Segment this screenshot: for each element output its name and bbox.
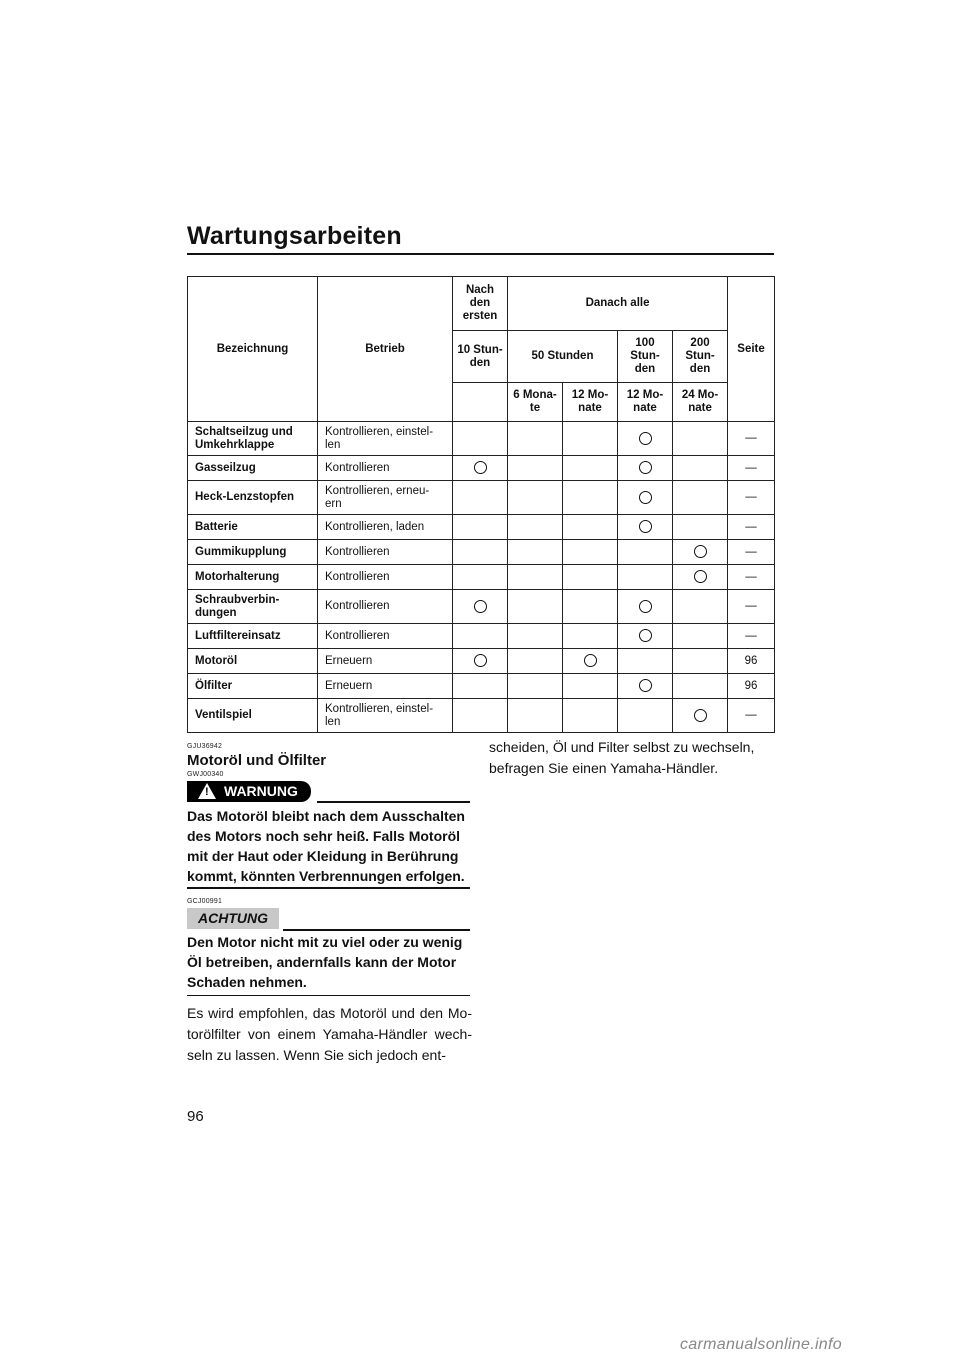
- row-name: Ventilspiel: [188, 699, 318, 733]
- row-page: —: [728, 540, 775, 565]
- header-name: Bezeichnung: [188, 277, 318, 422]
- row-operation: Kontrollieren, einstel- len: [318, 422, 453, 456]
- row-name: Motorhalterung: [188, 565, 318, 590]
- table-row: [188, 481, 775, 515]
- page-title: Wartungsarbeiten: [187, 222, 402, 250]
- header-50h: 50 Stunden: [508, 331, 618, 383]
- table-row: [188, 540, 775, 565]
- body-text-right: scheiden, Öl und Filter selbst zu wechseln, befragen Sie einen Yamaha-Händler.: [489, 739, 755, 776]
- row-name: Heck-Lenzstopfen: [188, 481, 318, 515]
- section-code: GJU36942: [187, 743, 223, 750]
- header-every: Danach alle: [508, 277, 728, 331]
- caution-code: GCJ00991: [187, 898, 223, 905]
- table-row: [188, 565, 775, 590]
- row-operation: Kontrollieren, erneu- ern: [318, 481, 453, 515]
- row-operation: Kontrollieren: [318, 456, 453, 481]
- circle-mark-icon: [474, 461, 487, 474]
- header-12m-b: 12 Mo- nate: [618, 383, 673, 422]
- section-title: Motoröl und Ölfilter: [187, 752, 327, 769]
- table-row: [188, 674, 775, 699]
- row-page: 96: [728, 649, 775, 674]
- maintenance-table: [187, 276, 775, 733]
- row-operation: Kontrollieren: [318, 540, 453, 565]
- warning-rule: [317, 801, 470, 803]
- header-page: Seite: [728, 277, 775, 422]
- row-operation: Kontrollieren: [318, 624, 453, 649]
- caution-text: Den Motor nicht mit zu viel oder zu wenig Öl betreiben, andernfalls kann der Motor Schaden nehmen.: [187, 934, 463, 990]
- circle-mark-icon: [639, 600, 652, 613]
- header-100h: 100 Stun- den: [618, 331, 673, 383]
- circle-mark-icon: [474, 600, 487, 613]
- exclamation-icon: !: [205, 786, 209, 798]
- header-10h: 10 Stun- den: [453, 331, 508, 383]
- row-name: Schaltseilzug und Umkehrklappe: [188, 422, 318, 456]
- row-page: —: [728, 515, 775, 540]
- row-name: Gasseilzug: [188, 456, 318, 481]
- header-200h: 200 Stun- den: [673, 331, 728, 383]
- table-row: [188, 624, 775, 649]
- header-initial: Nach den ersten: [453, 277, 508, 331]
- circle-mark-icon: [639, 520, 652, 533]
- row-operation: Erneuern: [318, 674, 453, 699]
- row-name: Schraubverbin- dungen: [188, 590, 318, 624]
- row-page: —: [728, 481, 775, 515]
- warning-badge: [187, 781, 311, 802]
- warning-text: Das Motoröl bleibt nach dem Ausschalten des Motors noch sehr heiß. Falls Motoröl mit der Haut oder Kleidung in Berührung kommt, könnten Verbrennungen erfolgen.: [187, 808, 465, 884]
- row-operation: Erneuern: [318, 649, 453, 674]
- row-page: —: [728, 565, 775, 590]
- caution-badge: ACHTUNG: [187, 908, 279, 929]
- row-page: 96: [728, 674, 775, 699]
- row-name: Motoröl: [188, 649, 318, 674]
- row-page: —: [728, 590, 775, 624]
- table-row: [188, 456, 775, 481]
- row-operation: Kontrollieren: [318, 590, 453, 624]
- circle-mark-icon: [639, 432, 652, 445]
- row-operation: Kontrollieren, laden: [318, 515, 453, 540]
- circle-mark-icon: [639, 461, 652, 474]
- warning-label: WARNUNG: [224, 783, 298, 799]
- page-number: 96: [187, 1108, 204, 1125]
- table-row: [188, 649, 775, 674]
- row-name: Luftfiltereinsatz: [188, 624, 318, 649]
- caution-rule: [283, 929, 470, 931]
- circle-mark-icon: [694, 570, 707, 583]
- row-page: —: [728, 422, 775, 456]
- table-row: [188, 515, 775, 540]
- table-row: [188, 699, 775, 733]
- header-operation: Betrieb: [318, 277, 453, 422]
- circle-mark-icon: [639, 679, 652, 692]
- circle-mark-icon: [639, 491, 652, 504]
- circle-mark-icon: [584, 654, 597, 667]
- table-row: [188, 590, 775, 624]
- row-page: —: [728, 456, 775, 481]
- warning-bottom-rule: [187, 887, 470, 889]
- warning-code: GWJ00340: [187, 771, 224, 778]
- header-6m: 6 Mona- te: [508, 383, 563, 422]
- row-name: Gummikupplung: [188, 540, 318, 565]
- header-24m: 24 Mo- nate: [673, 383, 728, 422]
- row-name: Batterie: [188, 515, 318, 540]
- header-blank: [453, 383, 508, 422]
- circle-mark-icon: [694, 709, 707, 722]
- body-text-left: Es wird empfohlen, das Motoröl und den Mo- torölfilter von einem Yamaha-Händler wech- seln zu lassen. Wenn Sie sich jedoch ent-: [187, 1005, 472, 1063]
- circle-mark-icon: [474, 654, 487, 667]
- row-operation: Kontrollieren: [318, 565, 453, 590]
- table-row: [188, 422, 775, 456]
- circle-mark-icon: [639, 629, 652, 642]
- row-page: —: [728, 624, 775, 649]
- title-rule: [187, 253, 774, 255]
- circle-mark-icon: [694, 545, 707, 558]
- caution-bottom-rule: [187, 995, 470, 996]
- row-name: Ölfilter: [188, 674, 318, 699]
- row-page: —: [728, 699, 775, 733]
- header-12m-a: 12 Mo- nate: [563, 383, 618, 422]
- watermark: carmanualsonline.info: [680, 1336, 842, 1353]
- row-operation: Kontrollieren, einstel- len: [318, 699, 453, 733]
